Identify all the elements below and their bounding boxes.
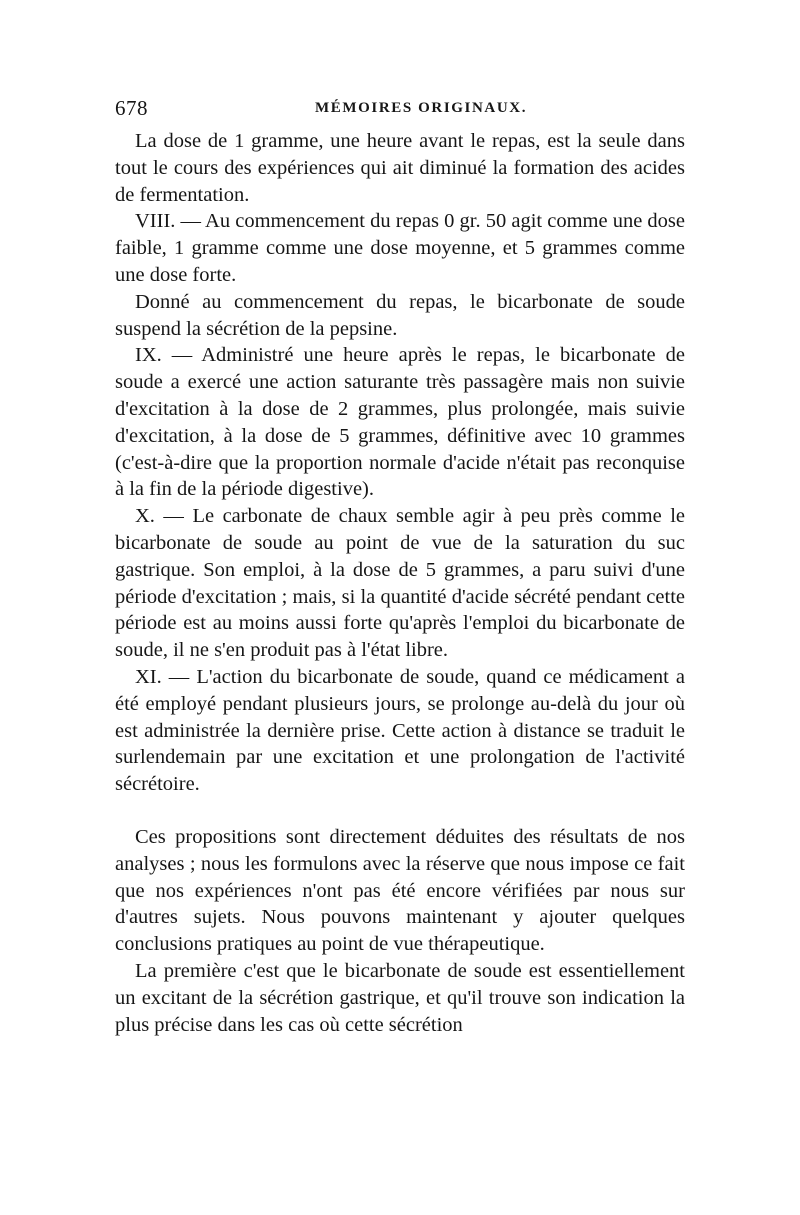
page-number: 678 [115,96,148,120]
paragraph-x: X. — Le carbonate de chaux semble agir à peu près comme le bicarbonate de soude au point de vue de la saturation du suc gastrique. Son emploi, à la dose de 5 grammes, a paru suivi d'une période d'excitation ; mais, si la quantité d'acide sécrété pendant cette période est au moins aussi forte qu'après l'emploi du bicarbonate de soude, il ne s'en produit pas à l'état libre. [115,505,685,662]
paragraph-propositions: Ces propositions sont directement déduites des résultats de nos analyses ; nous les formulons avec la réserve que nous impose ce fait que nos expériences n'ont pas été encore vérifiées par nous sur d'autres sujets. Nous pouvons maintenant y ajouter quelques conclusions pratiques au point de vue thérapeutique. [115,825,685,956]
paragraph-xi: XI. — L'action du bicarbonate de soude, quand ce médicament a été employé pendant plusieurs jours, se prolonge au-delà du jour où est administrée la dernière prise. Cette action à distance se traduit le surlendemain par une excitation et une prolongation de l'activité sécrétoire. [115,665,685,796]
paragraph-donne-au-commencement: Donné au commencement du repas, le bicarbonate de soude suspend la sécrétion de la pepsine. [115,290,685,340]
running-title: MÉMOIRES ORIGINAUX. [315,100,528,116]
paragraph-ix: IX. — Administré une heure après le repas, le bicarbonate de soude a exercé une action saturante très passagère mais non suivie d'excitation à la dose de 2 grammes, plus prolongée, mais suivie d'excitation, à la dose de 5 grammes, définitive avec 10 grammes (c'est-à-dire que la proportion normale d'acide n'était pas reconquise à la fin de la période digestive). [115,344,685,501]
paragraph-premiere-conclusion: La première c'est que le bicarbonate de soude est essentiellement un excitant de la sécrétion gastrique, et qu'il trouve son indication la plus précise dans les cas où cette sécrétion [115,959,685,1036]
paragraph-viii: VIII. — Au commencement du repas 0 gr. 50 agit comme une dose faible, 1 gramme comme une dose moyenne, et 5 grammes comme une dose forte. [115,210,685,286]
body-text [115,128,685,1038]
paragraph-dose-1-gramme: La dose de 1 gramme, une heure avant le repas, est la seule dans tout le cours des expériences qui ait diminué la formation des acides de fermentation. [115,130,685,206]
page-header [115,96,685,122]
